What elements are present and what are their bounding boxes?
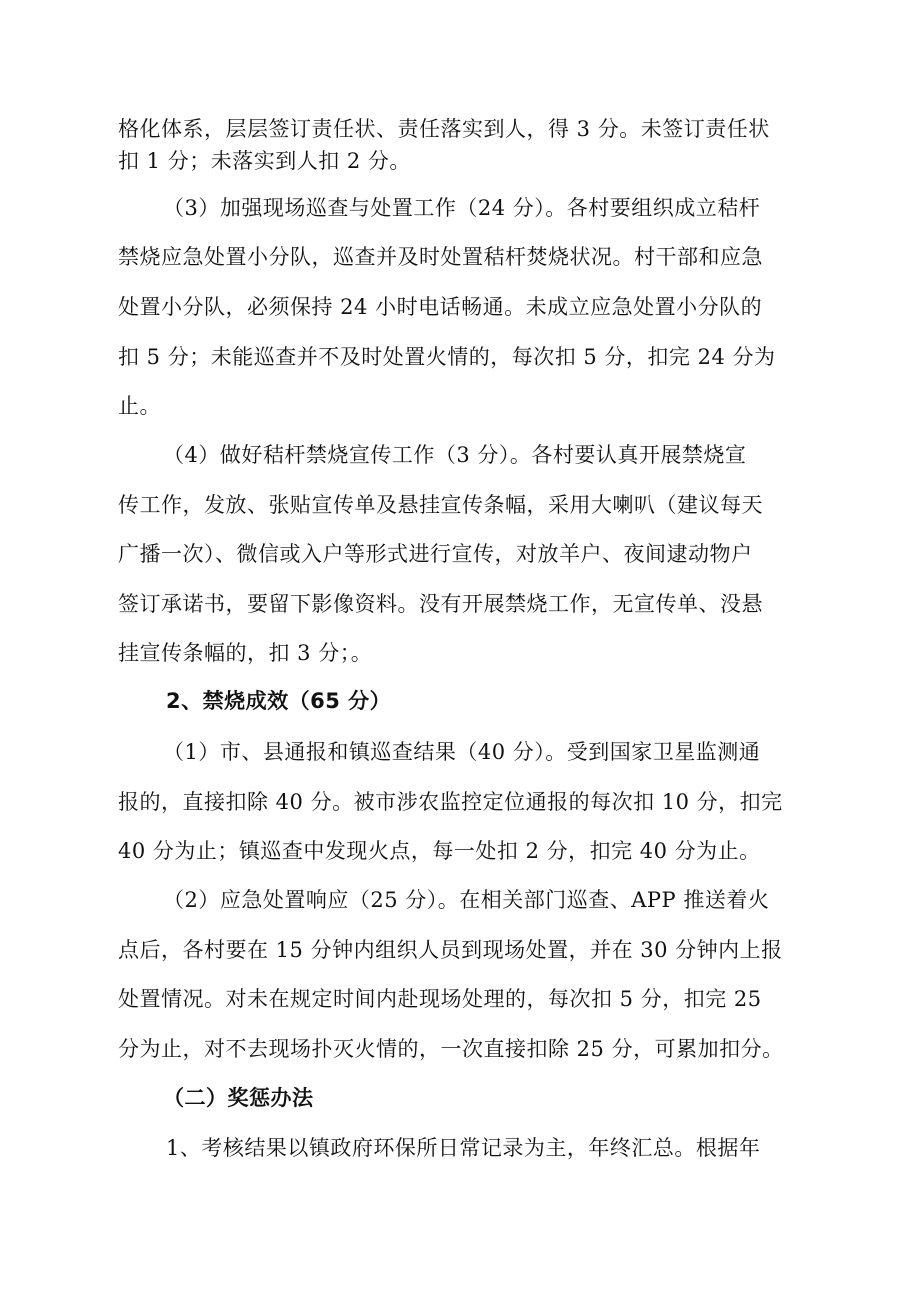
- paragraph-line: 传工作，发放、张贴宣传单及悬挂宣传条幅，采用大喇叭（建议每天: [118, 493, 763, 517]
- paragraph-line: 报的，直接扣除 40 分。被市涉农监控定位通报的每次扣 10 分，扣完: [118, 790, 783, 814]
- section-heading: 2、禁烧成效（65 分）: [166, 689, 392, 713]
- paragraph-line: 1、考核结果以镇政府环保所日常记录为主，年终汇总。根据年: [166, 1136, 761, 1160]
- paragraph-line: 处置小分队，必须保持 24 小时电话畅通。未成立应急处置小分队的: [118, 295, 763, 319]
- paragraph-line: 止。: [118, 394, 161, 418]
- item-3-heading-line: （3）加强现场巡查与处置工作（24 分）。各村要组织成立秸杆: [163, 196, 761, 220]
- item-4-heading-line: （4）做好秸杆禁烧宣传工作（3 分）。各村要认真开展禁烧宣: [163, 443, 747, 467]
- paragraph-line: 40 分为止；镇巡查中发现火点，每一处扣 2 分，扣完 40 分为止。: [118, 839, 761, 863]
- paragraph-line: 分为止，对不去现场扑灭火情的，一次直接扣除 25 分，可累加扣分。: [118, 1037, 784, 1061]
- item-2-heading-line: （2）应急处置响应（25 分）。在相关部门巡查、APP 推送着火: [163, 888, 770, 912]
- paragraph-line: 格化体系，层层签订责任状、责任落实到人，得 3 分。未签订责任状: [118, 117, 770, 141]
- subsection-heading: （二）奖惩办法: [163, 1086, 314, 1110]
- paragraph-line: 扣 1 分；未落实到人扣 2 分。: [118, 149, 411, 173]
- paragraph-line: 广播一次）、微信或入户等形式进行宣传，对放羊户、夜间逮动物户: [118, 542, 753, 566]
- paragraph-line: 处置情况。对未在规定时间内赴现场处理的，每次扣 5 分，扣完 25: [118, 987, 762, 1011]
- paragraph-line: 签订承诺书，要留下影像资料。没有开展禁烧工作，无宣传单、没悬: [118, 592, 763, 616]
- paragraph-line: 点后，各村要在 15 分钟内组织人员到现场处置，并在 30 分钟内上报: [118, 938, 783, 962]
- paragraph-line: 禁烧应急处置小分队，巡查并及时处置秸杆焚烧状况。村干部和应急: [118, 245, 763, 269]
- paragraph-line: 扣 5 分；未能巡查并不及时处置火情的，每次扣 5 分，扣完 24 分为: [118, 345, 776, 369]
- paragraph-line: 挂宣传条幅的，扣 3 分；。: [118, 641, 373, 665]
- item-1-heading-line: （1）市、县通报和镇巡查结果（40 分）。受到国家卫星监测通: [163, 740, 761, 764]
